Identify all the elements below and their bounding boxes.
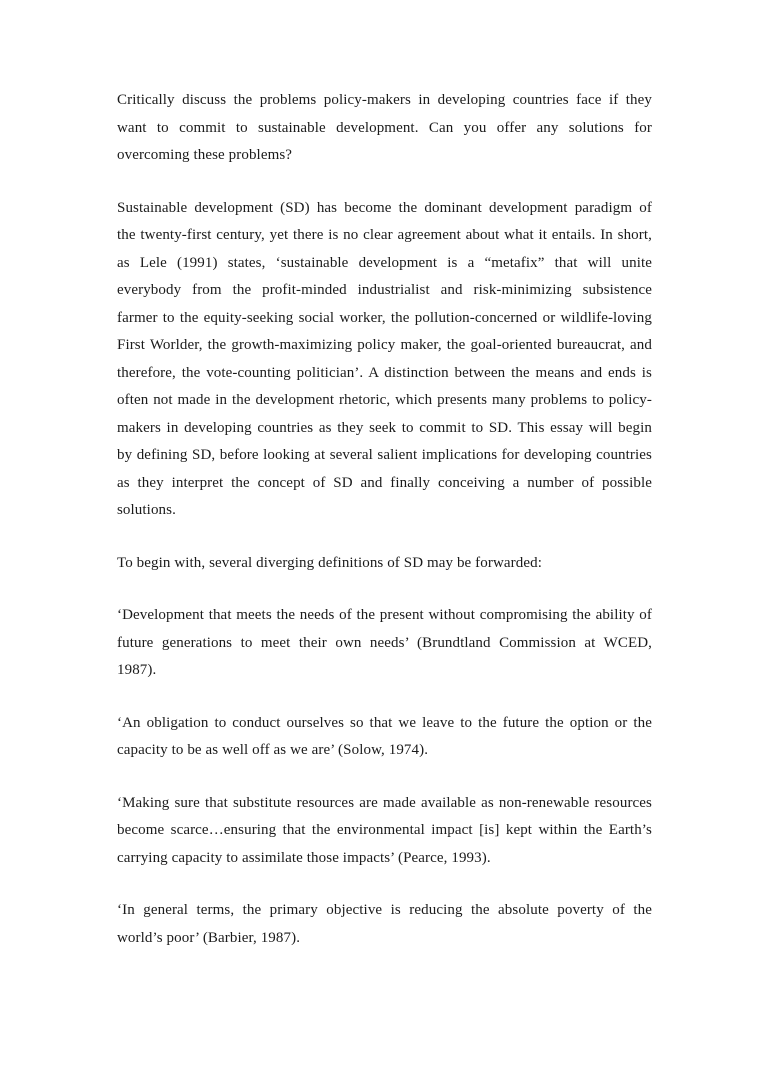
text-line: the twenty-first century, yet there is no clear agreement about what it entails. In short, [117,227,652,243]
text-line: Critically discuss the problems policy-makers in developing countries face if they [117,92,652,108]
paragraph-definitions-lead-in [117,550,652,578]
text-line: carrying capacity to assimilate those impacts’ (Pearce, 1993). [117,849,491,866]
text-line: as Lele (1991) states, ‘sustainable development is a “metafix” that will unite [117,254,652,271]
text-line: world’s poor’ (Barbier, 1987). [117,929,301,946]
text-line: become scarce…ensuring that the environmental impact [is] kept within the Earth’s [117,822,652,838]
text-line: 1987). [117,662,157,678]
paragraph-pearce-definition [117,790,652,873]
text-line: overcoming these problems? [117,147,293,163]
text-line: ‘Making sure that substitute resources are made available as non-renewable resources [117,794,652,811]
text-line: as they interpret the concept of SD and finally conceiving a number of possible [117,474,652,491]
text-line: First Worlder, the growth-maximizing policy maker, the goal-oriented bureaucrat, and [117,337,652,353]
paragraph-barbier-definition [117,897,652,952]
text-line: solutions. [117,502,176,518]
text-line: ‘Development that meets the needs of the present without compromising the ability of [117,607,652,623]
paragraph-brundtland-definition [117,602,652,685]
text-line: want to commit to sustainable development. Can you offer any solutions for [117,119,652,136]
text-line: To begin with, several diverging definitions of SD may be forwarded: [117,554,542,571]
text-line: future generations to meet their own needs’ (Brundtland Commission at WCED, [117,634,652,651]
text-line: ‘In general terms, the primary objective is reducing the absolute poverty of the [117,902,652,918]
paragraph-introduction [117,195,652,525]
text-line: makers in developing countries as they seek to commit to SD. This essay will begin [117,419,652,436]
text-line: therefore, the vote-counting politician’. A distinction between the means and ends is [117,364,652,381]
text-line: capacity to be as well off as we are’ (Solow, 1974). [117,742,429,758]
text-line: often not made in the development rhetoric, which presents many problems to policy- [117,392,652,408]
text-line: farmer to the equity-seeking social worker, the pollution-concerned or wildlife-loving [117,309,652,326]
text-line: by defining SD, before looking at several salient implications for developing countries [117,447,652,463]
text-line: ‘An obligation to conduct ourselves so that we leave to the future the option or the [117,714,652,731]
text-line: Sustainable development (SD) has become the dominant development paradigm of [117,199,652,216]
paragraph-essay-question [117,87,652,170]
essay-content [117,87,652,952]
text-line: everybody from the profit-minded industrialist and risk-minimizing subsistence [117,282,652,298]
paragraph-solow-definition [117,710,652,765]
